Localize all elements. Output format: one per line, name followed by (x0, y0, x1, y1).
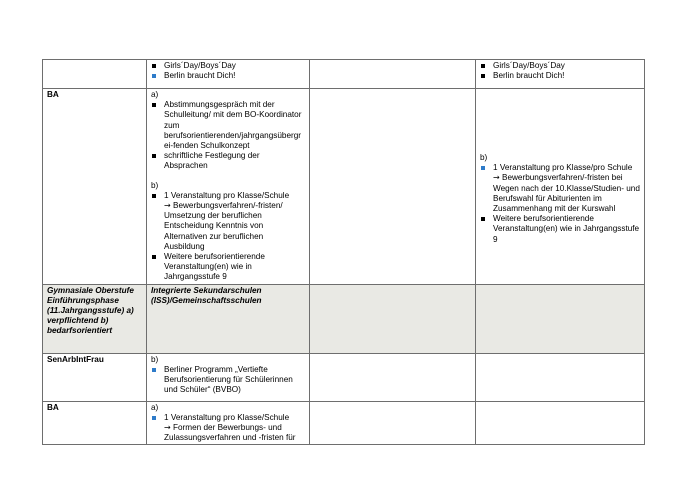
cell (310, 89, 476, 285)
list-item: Abstimmungsgespräch mit der Schulleitung/ mit dem BO-Koordinator zum berufsorientierenden/jahrgangsübergr ei-fenden Schulkonzept (151, 100, 305, 151)
document-table (42, 59, 645, 445)
option-label: b) (480, 153, 488, 162)
list-item: Girls´Day/Boys´Day (151, 61, 305, 71)
option-label: b) (151, 180, 159, 190)
row-label: SenArbIntFrau (43, 353, 147, 401)
cell (310, 284, 476, 353)
cell (476, 89, 645, 285)
table-row (43, 89, 645, 285)
cell (310, 353, 476, 401)
table-row (43, 401, 645, 445)
row-label: BA (43, 401, 147, 445)
list-item (151, 191, 305, 252)
cell (147, 353, 310, 401)
list-item: Berlin braucht Dich! (480, 71, 640, 81)
item-text: Bewerbungsverfahren/-fristen bei Wegen nach der 10.Klasse/Studien- und Berufswahl für Abiturienten im Zusammenhang mit der Kurswahl (493, 173, 640, 214)
section-row (43, 284, 645, 353)
list-item: Weitere berufsorientierende Veranstaltung(en) wie in Jahrgangsstufe 9 (151, 252, 305, 283)
table-row (43, 353, 645, 401)
cell (476, 60, 645, 89)
table-row (43, 60, 645, 89)
list-item (480, 163, 640, 214)
cell (476, 401, 645, 445)
list-item: schriftliche Festlegung der Absprachen (151, 151, 305, 171)
list-item (151, 413, 305, 444)
cell (476, 353, 645, 401)
item-text: 1 Veranstaltung pro Klasse/Schule (164, 412, 290, 422)
cell (147, 401, 310, 445)
list-item: Berliner Programm „Vertiefte Berufsorientierung für Schülerinnen und Schüler“ (BVBO) (151, 365, 305, 396)
arrow-icon: → (164, 201, 171, 211)
item-text: Formen der Bewerbungs- und Zulassungsverfahren und -fristen für (164, 423, 296, 443)
item-text: 1 Veranstaltung pro Klasse/pro Schule (493, 163, 633, 173)
section-subtitle: Integrierte Sekundarschulen (ISS)/Gemeinschaftsschulen (147, 284, 310, 353)
section-title: Gymnasiale Oberstufe Einführungsphase (11.Jahrgangsstufe) a) verpflichtend b) bedarfsorientiert (43, 284, 147, 353)
list-item: Weitere berufsorientierende Veranstaltung(en) wie in Jahrgangsstufe 9 (480, 214, 640, 245)
item-text: Bewerbungsverfahren/-fristen/ Umsetzung der beruflichen Entscheidung Kenntnis von Alternativen zur beruflichen Ausbildung (164, 201, 283, 251)
list-item: Girls´Day/Boys´Day (480, 61, 640, 71)
option-label: a) (151, 90, 159, 99)
cell (147, 60, 310, 89)
row-label-cell (43, 60, 147, 89)
arrow-icon: → (164, 423, 171, 433)
option-label: b) (151, 354, 159, 364)
list-item: Berlin braucht Dich! (151, 71, 305, 81)
arrow-icon: → (493, 173, 500, 183)
option-label: a) (151, 402, 159, 412)
cell (310, 60, 476, 89)
cell (310, 401, 476, 445)
item-text: 1 Veranstaltung pro Klasse/Schule (164, 190, 290, 200)
cell (476, 284, 645, 353)
row-label: BA (43, 89, 147, 285)
cell (147, 89, 310, 285)
